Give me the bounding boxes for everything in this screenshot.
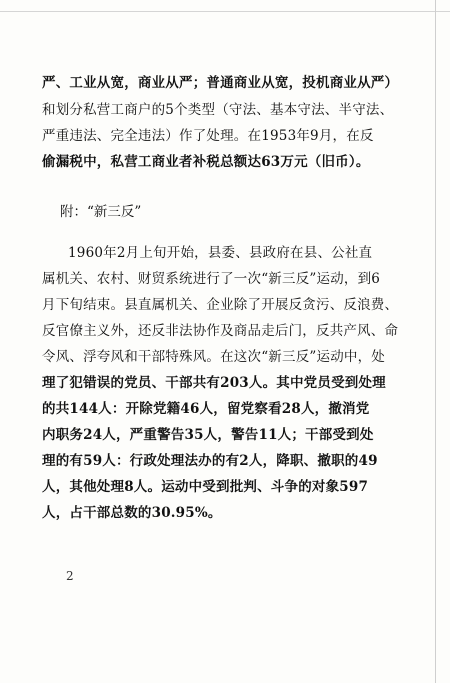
paragraph-line-7: 月下旬结束。县直属机关、企业除了开展反贪污、反浪费、 <box>42 297 399 313</box>
page-mark: 2 <box>66 569 74 583</box>
right-edge-divider <box>435 0 436 683</box>
paragraph-line-9: 令风、浮夸风和干部特殊风。在这次“新三反”运动中，处 <box>42 349 386 365</box>
paragraph-line-5: 1960年2月上旬开始，县委、县政府在县、公社直 <box>68 245 373 261</box>
paragraph-line-6: 属机关、农村、财贸系统进行了一次“新三反”运动，到6 <box>42 271 381 287</box>
section-heading: 附：“新三反” <box>60 204 142 220</box>
paragraph-line-3: 严重违法、完全违法）作了处理。在1953年9月，在反 <box>42 128 374 144</box>
paragraph-line-10: 理了犯错误的党员、干部共有203人。其中党员受到处理 <box>42 375 386 391</box>
paragraph-line-2: 和划分私营工商户的5个类型（守法、基本守法、半守法、 <box>42 102 394 118</box>
top-divider <box>0 11 450 12</box>
paragraph-line-1: 严、工业从宽，商业从严；普通商业从宽，投机商业从严） <box>42 75 399 91</box>
paragraph-line-12: 内职务24人，严重警告35人，警告11人；干部受到处 <box>42 427 374 443</box>
paragraph-line-4: 偷漏税中，私营工商业者补税总额达63万元（旧币）。 <box>42 154 370 170</box>
paragraph-line-8: 反官僚主义外，还反非法协作及商品走后门，反共产风、命 <box>42 323 399 339</box>
paragraph-line-14: 人，其他处理8人。运动中受到批判、斗争的对象597 <box>42 479 369 495</box>
paragraph-line-13: 理的有59人：行政处理法办的有2人，降职、撤职的49 <box>42 453 378 469</box>
paragraph-line-11: 的共144人：开除党籍46人，留党察看28人，撤消党 <box>42 401 370 417</box>
paragraph-line-15: 人，占干部总数的30.95%。 <box>42 505 222 521</box>
